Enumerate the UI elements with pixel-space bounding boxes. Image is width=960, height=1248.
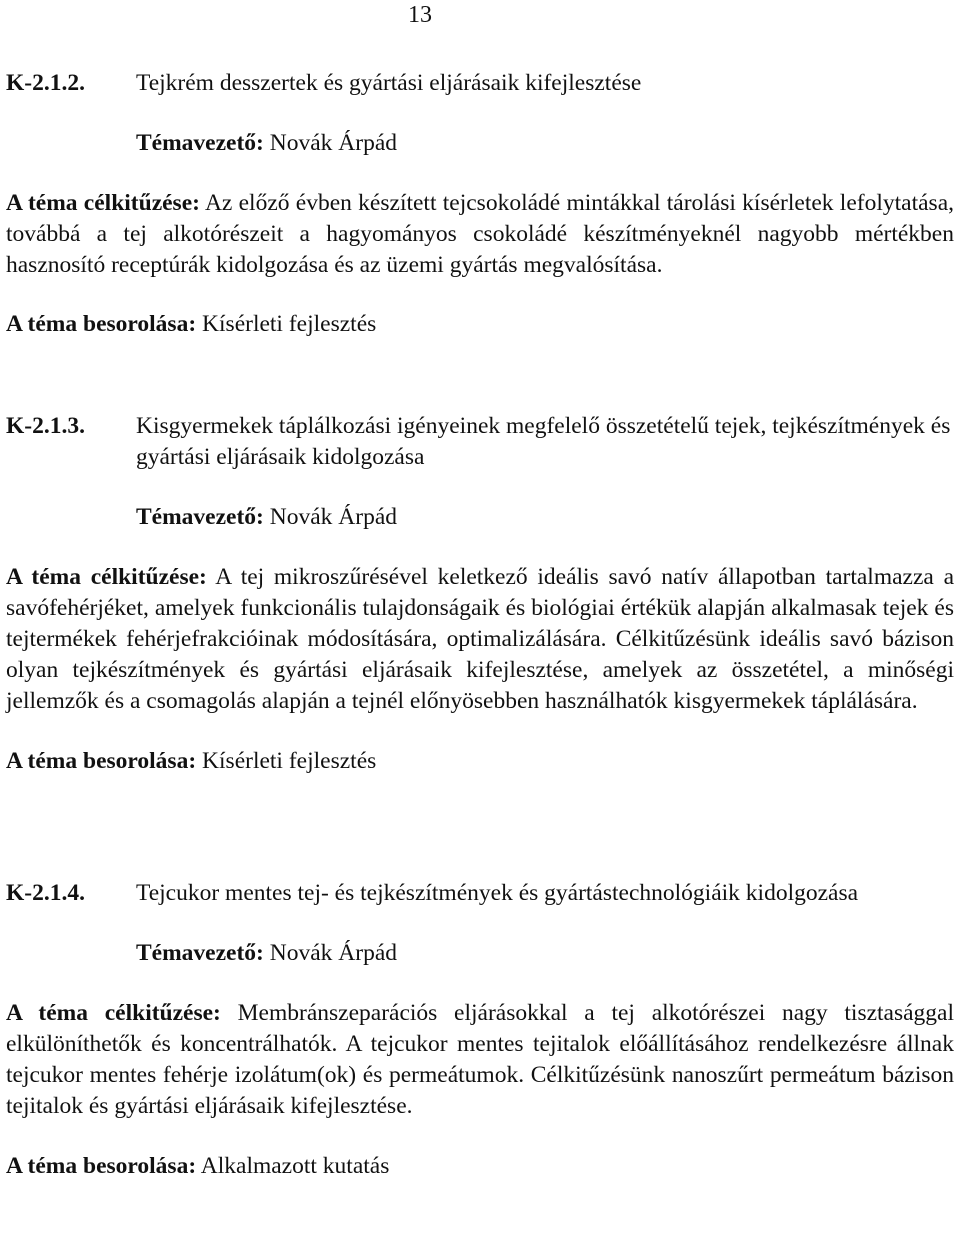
supervisor-label: Témavezető:: [136, 940, 264, 966]
goal-paragraph: [6, 998, 954, 1122]
goal-text: Az előző évben készített tejcsokoládé mintákkal tárolási kísérletek lefolytatása, továbbá a tej alkotórészeit a hagyományos csokoládé készítményeknél nagyobb mértékben hasznosító receptúrák kidolgozása és az üzemi gyártás megvalósítása.: [6, 190, 954, 278]
goal-text: A tej mikroszűrésével keletkező ideális savó natív állapotban tartalmazza a savófehérjéket, amelyek funkcionális tulajdonságaik és biológiai értékük alapján alkalmasak tejek és tejtermékek fehérjefrakcióinak módosítására, optimalizálására. Célkitűzésünk ideális savó bázison olyan tejkészítmények és gyártási eljárásaik kifejlesztése, amelyek az összetétel, a minőségi jellemzők és a csomagolás alapján a tejnél előnyösebben használhatók kisgyermekek táplálására.: [6, 564, 954, 714]
classification-line: [6, 746, 954, 777]
section-heading: [6, 411, 954, 473]
section-code: K-2.1.3.: [6, 413, 85, 439]
section-code: K-2.1.2.: [6, 70, 85, 96]
section-heading: [6, 68, 954, 99]
page-number: 13: [408, 2, 432, 28]
supervisor-line: [6, 938, 954, 969]
supervisor-name: Novák Árpád: [269, 130, 398, 156]
section-title: Tejkrém desszertek és gyártási eljárásaik kifejlesztése: [136, 70, 642, 96]
section-heading: [6, 878, 954, 909]
supervisor-name: Novák Árpád: [269, 504, 398, 530]
supervisor-line: [6, 502, 954, 533]
section-title: Kisgyermekek táplálkozási igényeinek megfelelő összetételű tejek, tejkészítmények és gyártási eljárásaik kidolgozása: [136, 413, 951, 470]
section-title: Tejcukor mentes tej- és tejkészítmények és gyártástechnológiáik kidolgozása: [136, 880, 859, 906]
supervisor-label: Témavezető:: [136, 504, 264, 530]
classification-value: Alkalmazott kutatás: [200, 1153, 390, 1179]
classification-label: A téma besorolása:: [6, 311, 197, 337]
section-k-2-1-2: [6, 68, 954, 340]
goal-label: A téma célkitűzése:: [6, 1000, 221, 1026]
supervisor-line: [6, 128, 954, 159]
classification-value: Kísérleti fejlesztés: [202, 311, 377, 337]
classification-label: A téma besorolása:: [6, 748, 197, 774]
goal-label: A téma célkitűzése:: [6, 564, 207, 590]
supervisor-label: Témavezető:: [136, 130, 264, 156]
classification-line: [6, 309, 954, 340]
classification-label: A téma besorolása:: [6, 1153, 197, 1179]
classification-line: [6, 1151, 954, 1182]
goal-paragraph: [6, 562, 954, 717]
goal-paragraph: [6, 188, 954, 281]
section-k-2-1-4: [6, 878, 954, 1182]
goal-text: Membránszeparációs eljárásokkal a tej alkotórészei nagy tisztasággal elkülöníthetők és koncentrálhatók. A tejcukor mentes tejitalok előállításához rendelkezésre állnak tejcukor mentes fehérje izolátum(ok) és permeátumok. Célkitűzésünk nanoszűrt permeátum bázison tejitalok és gyártási eljárásaik kifejlesztése.: [6, 1000, 955, 1119]
goal-label: A téma célkitűzése:: [6, 190, 200, 216]
classification-value: Kísérleti fejlesztés: [202, 748, 377, 774]
supervisor-name: Novák Árpád: [269, 940, 398, 966]
section-k-2-1-3: [6, 411, 954, 777]
section-code: K-2.1.4.: [6, 880, 85, 906]
